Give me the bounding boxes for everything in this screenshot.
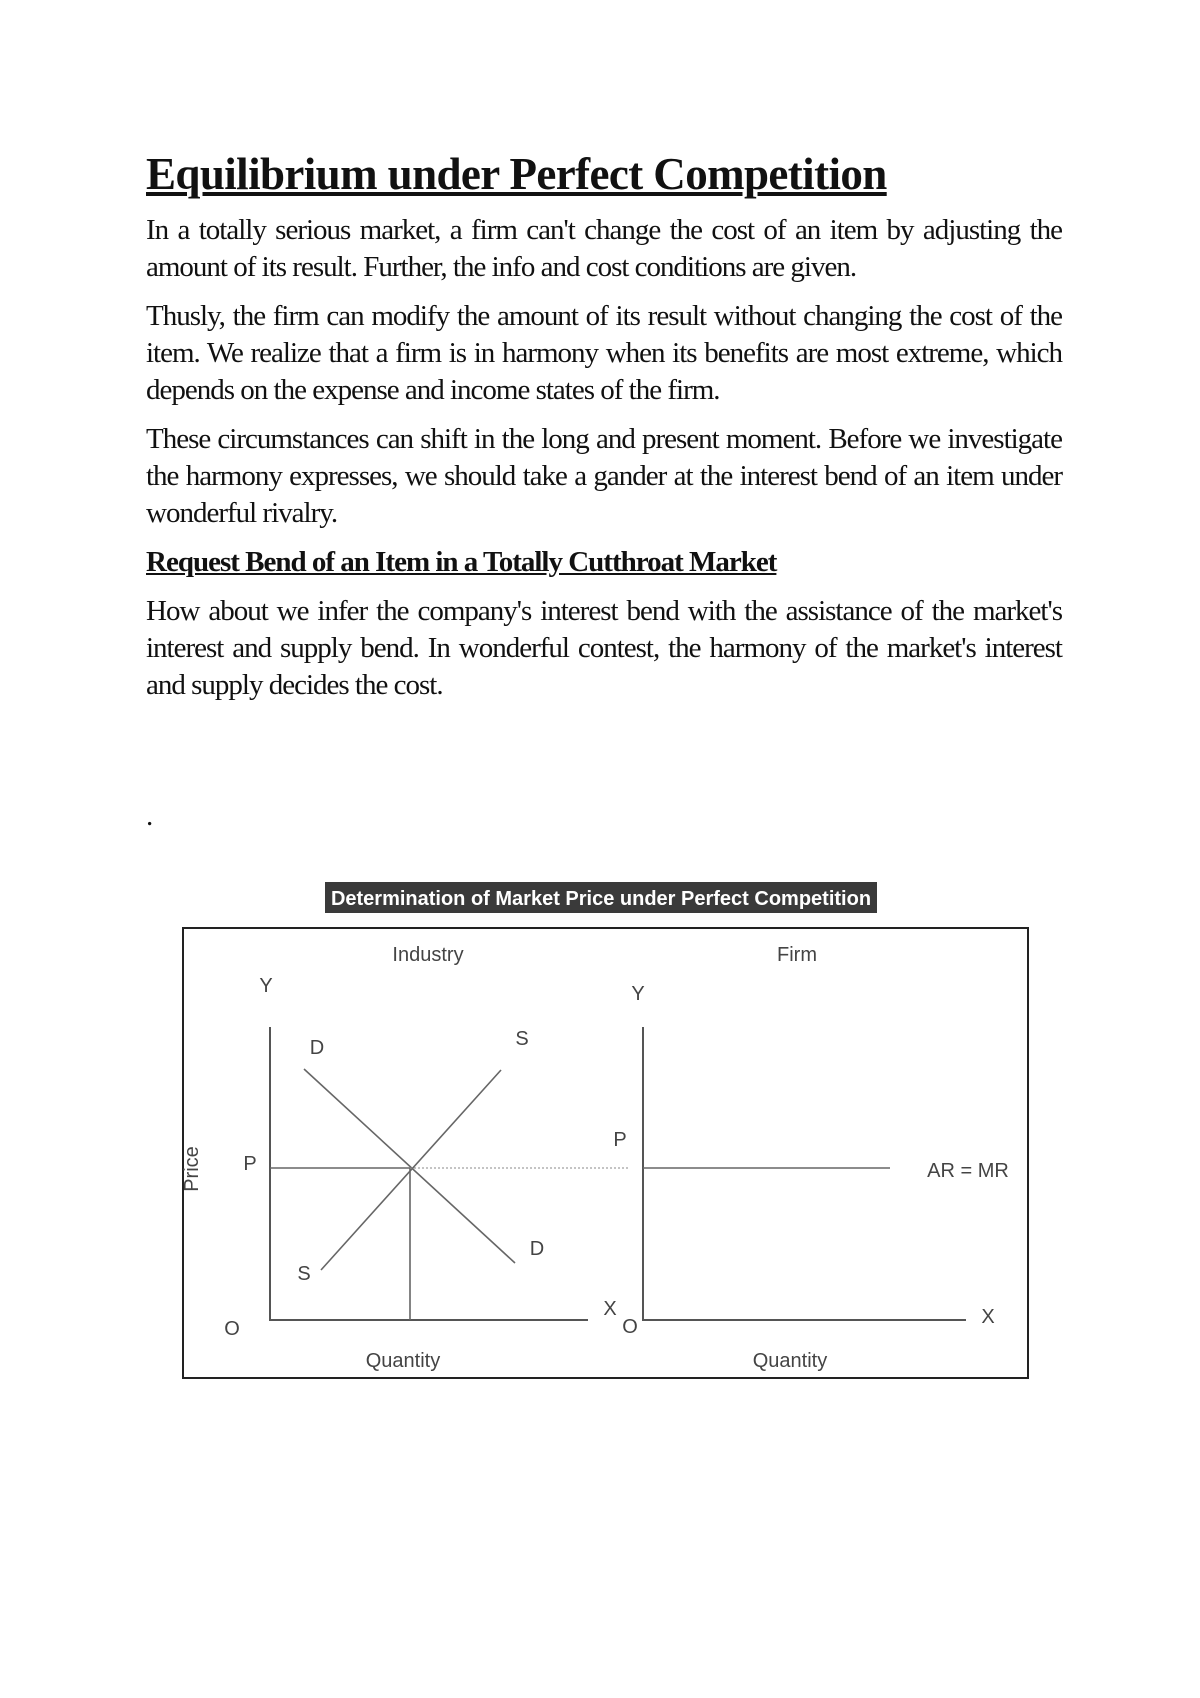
ar-mr-label: AR = MR: [927, 1160, 1009, 1182]
demand-label-top: D: [309, 1037, 325, 1059]
firm-origin-label: O: [622, 1316, 638, 1338]
firm-quantity-label: Quantity: [752, 1350, 828, 1372]
industry-quantity-label: Quantity: [365, 1350, 441, 1372]
supply-label-bottom: S: [297, 1263, 311, 1285]
industry-supply-curve: [321, 1070, 501, 1270]
supply-label-top: S: [515, 1028, 529, 1050]
price-axis-label: Price: [181, 1146, 203, 1192]
paragraph-1: In a totally serious market, a firm can't change the cost of an item by adjusting the amount of its result. Further, the info and cost conditions are given.: [146, 213, 1062, 283]
demand-label-bottom: D: [529, 1238, 545, 1260]
figure-title: Determination of Market Price under Perfect Competition: [330, 888, 872, 910]
industry-origin-label: O: [224, 1318, 240, 1340]
paragraph-3: These circumstances can shift in the long and present moment. Before we investigate the harmony expresses, we should take a gander at the interest bend of an item under wonderful rivalry.: [146, 422, 1062, 529]
industry-x-axis-label: X: [603, 1298, 617, 1320]
firm-axes: [643, 1027, 966, 1320]
industry-y-axis-label: Y: [259, 975, 273, 997]
market-price-figure: [170, 882, 1030, 1382]
firm-panel-label: Firm: [777, 944, 817, 966]
industry-panel-label: Industry: [392, 944, 464, 966]
text-column: [146, 150, 1062, 704]
subheading: Request Bend of an Item in a Totally Cutthroat Market: [146, 545, 777, 578]
paragraph-2: Thusly, the firm can modify the amount of its result without changing the cost of the item. We realize that a firm is in harmony when its benefits are most extreme, which depends on the expense and income states of the firm.: [146, 299, 1062, 406]
industry-price-label: P: [243, 1153, 257, 1175]
page-title: Equilibrium under Perfect Competition: [146, 149, 887, 199]
firm-y-axis-label: Y: [631, 983, 645, 1005]
firm-x-axis-label: X: [981, 1306, 995, 1328]
paragraph-4: How about we infer the company's interest bend with the assistance of the market's interest and supply bend. In wonderful contest, the harmony of the market's interest and supply decides the cost.: [146, 594, 1062, 701]
figure-svg: [170, 882, 1030, 1382]
industry-axes: [270, 1027, 588, 1320]
firm-price-label: P: [613, 1129, 627, 1151]
stray-dot: .: [146, 800, 154, 832]
